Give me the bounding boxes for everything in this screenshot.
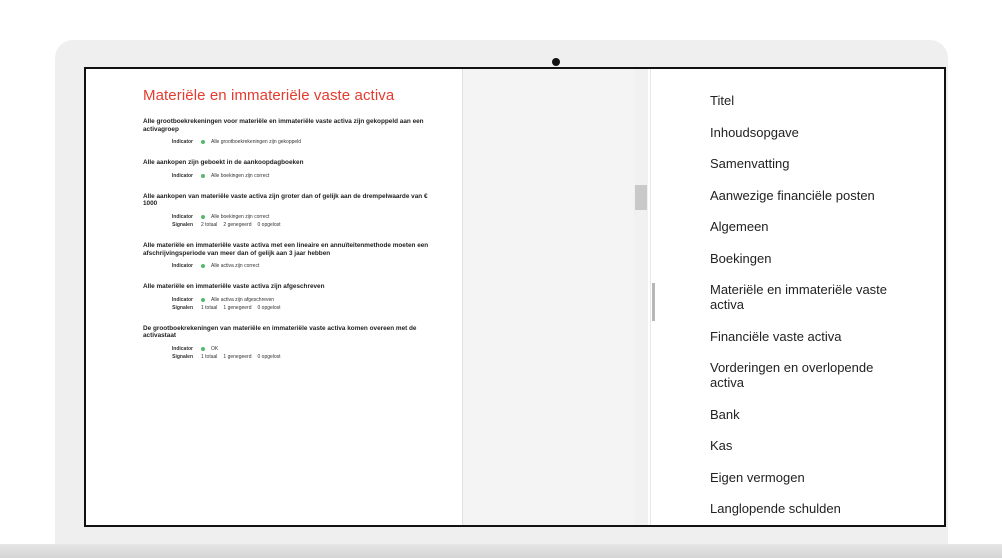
toc-item[interactable]: Kas: [710, 438, 733, 453]
camera-dot: [552, 58, 560, 66]
toc-item[interactable]: Vorderingen en overlopende activa: [710, 360, 874, 390]
report-sections: [143, 118, 443, 361]
row-value: 0 opgelost: [257, 353, 281, 360]
status-dot-icon: [201, 347, 205, 351]
toc-list: [710, 93, 910, 527]
section-heading: Alle materiële en immateriële vaste activa zijn afgeschreven: [143, 283, 325, 291]
document-scrollbar[interactable]: [634, 69, 648, 525]
section-row: [143, 172, 443, 180]
row-value: 1 totaal: [201, 353, 218, 360]
section-row: [143, 138, 443, 146]
table-of-contents: [650, 69, 946, 525]
row-value: OK: [211, 345, 219, 352]
status-dot-icon: [201, 174, 205, 178]
toc-item[interactable]: Titel: [710, 93, 735, 108]
report-section: [143, 283, 443, 312]
row-label: Indicator: [171, 345, 193, 352]
section-heading: Alle aankopen zijn geboekt in de aankoopdagboeken: [143, 159, 304, 167]
status-dot-icon: [201, 215, 205, 219]
row-value: Alle boekingen zijn correct: [211, 213, 270, 220]
toc-item[interactable]: Materiële en immateriële vaste activa: [710, 282, 888, 312]
section-heading: Alle materiële en immateriële vaste activa met een lineaire en annuïteitenmethode moeten een afschrijvingsperiode van meer dan of gelijk aan 3 jaar hebben: [143, 241, 429, 257]
row-value: Alle boekingen zijn correct: [211, 172, 270, 179]
row-value: Alle activa zijn correct: [211, 263, 260, 270]
screen: [84, 67, 946, 527]
section-heading: Alle grootboekrekeningen voor materiële en immateriële vaste activa zijn gekoppeld aan een activagroep: [143, 118, 424, 133]
row-value: 2 totaal: [201, 221, 218, 228]
row-value: 2 genegeerd: [223, 221, 252, 228]
report-section: [143, 159, 443, 180]
section-row: [143, 296, 443, 304]
toc-item[interactable]: Financiële vaste activa: [710, 328, 842, 344]
status-dot-icon: [201, 140, 205, 144]
section-row: [143, 345, 443, 353]
row-value: 0 opgelost: [257, 221, 281, 228]
row-value: 0 opgelost: [257, 304, 281, 311]
report-section: [143, 325, 443, 361]
toc-item[interactable]: Bank: [710, 406, 740, 422]
row-label: Indicator: [171, 296, 193, 303]
toc-item[interactable]: Algemeen: [710, 219, 769, 234]
row-label: Signalen: [172, 221, 193, 228]
section-row: [143, 262, 443, 270]
row-label: Indicator: [171, 263, 193, 270]
toc-item[interactable]: Aanwezige financiële posten: [710, 187, 875, 203]
row-value: Alle grootboekrekeningen zijn gekoppeld: [211, 139, 302, 146]
report-section: [143, 193, 443, 229]
status-dot-icon: [201, 264, 205, 268]
toc-item[interactable]: Eigen vermogen: [710, 469, 805, 485]
row-value: 1 genegeerd: [223, 353, 252, 360]
toc-item[interactable]: Inhoudsopgave: [710, 124, 799, 140]
toc-item[interactable]: Langlopende schulden: [710, 501, 841, 516]
row-label: Indicator: [171, 213, 193, 220]
report-section: [143, 242, 443, 270]
row-value: Alle activa zijn afgeschreven: [211, 296, 275, 303]
section-row: [143, 353, 443, 361]
row-label: Signalen: [172, 353, 193, 360]
scrollbar-thumb[interactable]: [635, 185, 647, 210]
document-background: [463, 69, 634, 525]
report-section: [143, 118, 443, 146]
report-document-page: [86, 69, 463, 525]
section-heading: De grootboekrekeningen van materiële en immateriële vaste activa komen overeen met de activastaat: [143, 324, 417, 340]
row-label: Indicator: [171, 172, 193, 179]
section-row: [143, 213, 443, 221]
panel-resize-handle[interactable]: [652, 283, 655, 321]
row-value: 1 totaal: [201, 304, 218, 311]
row-label: Indicator: [171, 139, 193, 146]
row-label: Signalen: [172, 304, 193, 311]
laptop-base: [0, 544, 1002, 558]
page-title: Materiële en immateriële vaste activa: [143, 87, 395, 104]
section-row: [143, 304, 443, 312]
section-row: [143, 221, 443, 229]
toc-item[interactable]: Samenvatting: [710, 156, 790, 171]
toc-item[interactable]: Boekingen: [710, 250, 772, 266]
section-heading: Alle aankopen van materiële vaste activa zijn groter dan of gelijk aan de drempelwaarde van € 1000: [143, 192, 428, 208]
row-value: 1 genegeerd: [223, 304, 252, 311]
status-dot-icon: [201, 298, 205, 302]
